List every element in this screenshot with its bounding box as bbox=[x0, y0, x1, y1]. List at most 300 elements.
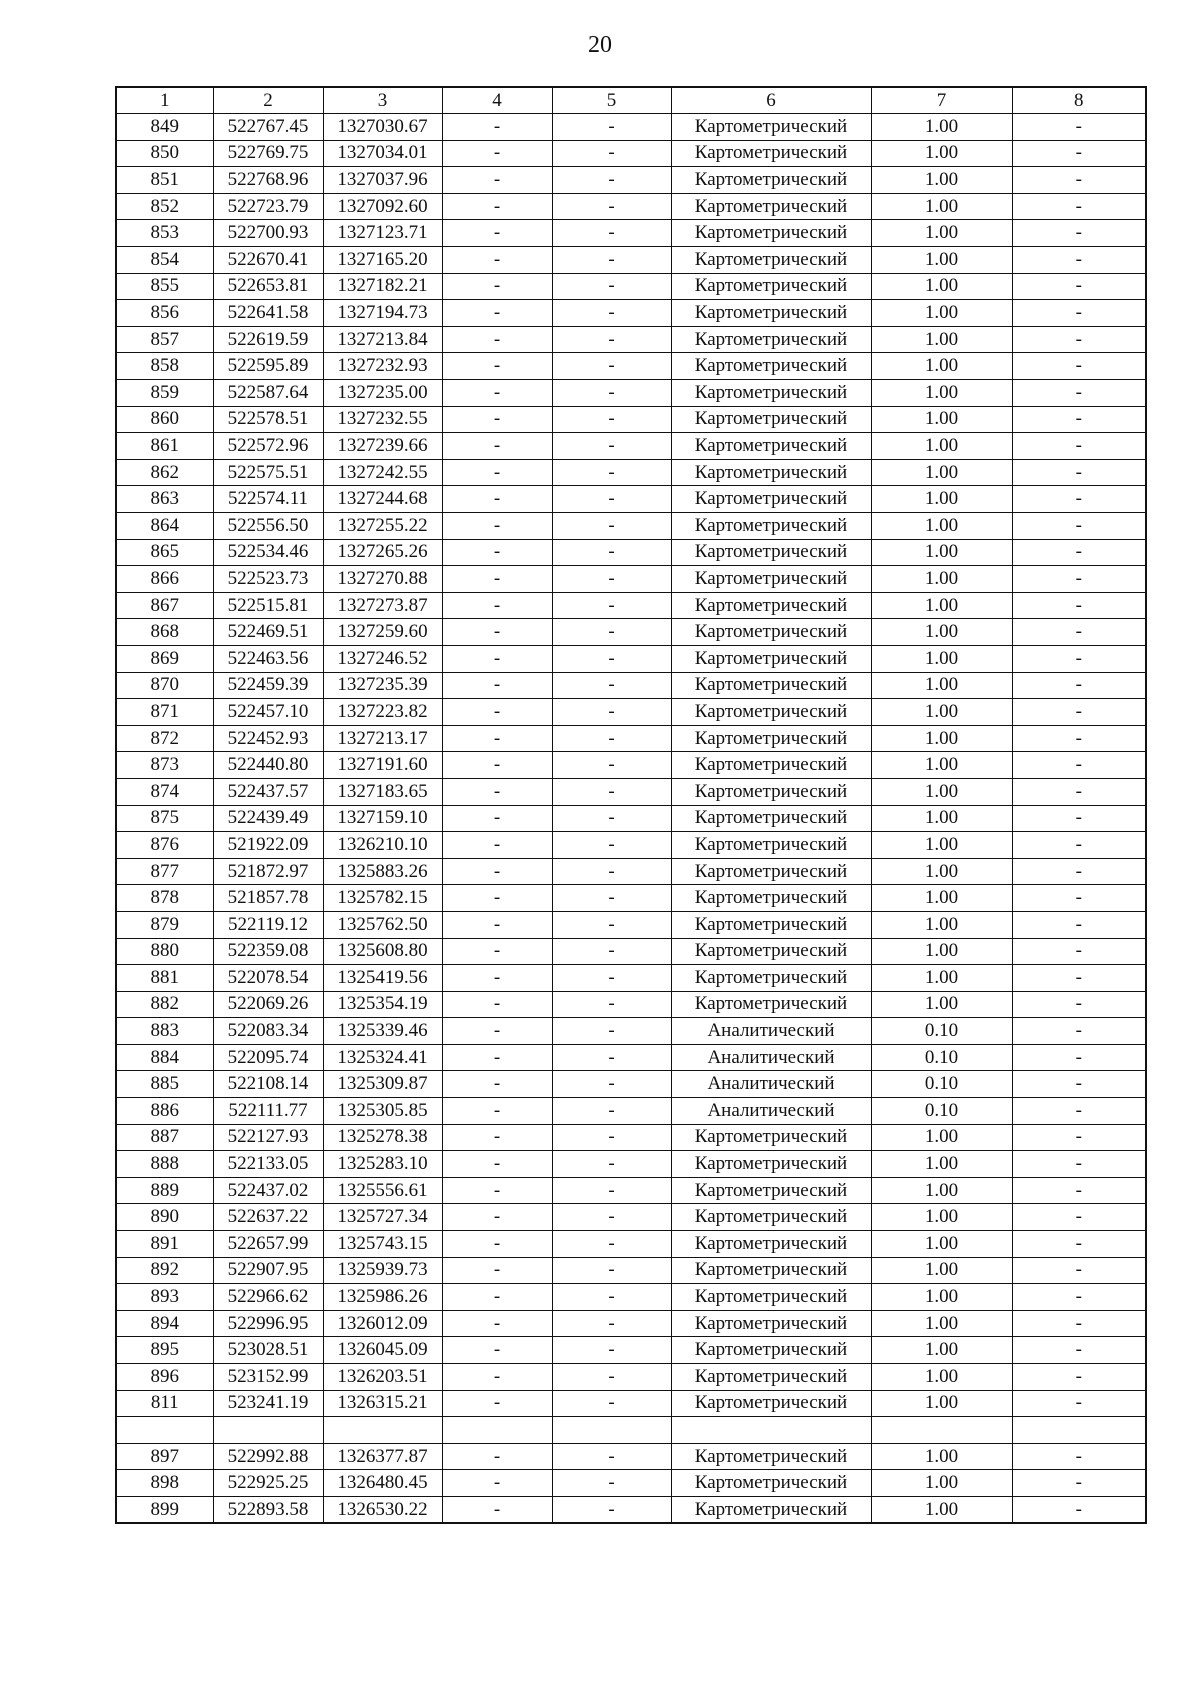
cell-col-8 bbox=[1012, 1417, 1146, 1444]
cell-x-coordinate: 522469.51 bbox=[213, 619, 323, 646]
cell-x-coordinate: 522452.93 bbox=[213, 725, 323, 752]
cell-method: Картометрический bbox=[671, 1257, 871, 1284]
cell-method: Картометрический bbox=[671, 805, 871, 832]
cell-col-8: - bbox=[1012, 1071, 1146, 1098]
cell-col-8: - bbox=[1012, 778, 1146, 805]
cell-col-8: - bbox=[1012, 380, 1146, 407]
cell-col-5: - bbox=[552, 406, 671, 433]
table-row bbox=[116, 1151, 1146, 1178]
cell-col-5: - bbox=[552, 672, 671, 699]
column-header-5: 5 bbox=[552, 87, 671, 114]
table-row bbox=[116, 1098, 1146, 1125]
cell-col-8: - bbox=[1012, 672, 1146, 699]
cell-col-8: - bbox=[1012, 140, 1146, 167]
cell-x-coordinate: 521857.78 bbox=[213, 885, 323, 912]
cell-point-number: 887 bbox=[116, 1124, 213, 1151]
cell-col-8: - bbox=[1012, 592, 1146, 619]
cell-col-8: - bbox=[1012, 699, 1146, 726]
cell-y-coordinate: 1327232.55 bbox=[323, 406, 442, 433]
table-row bbox=[116, 1364, 1146, 1391]
cell-col-5: - bbox=[552, 513, 671, 540]
cell-accuracy: 1.00 bbox=[871, 672, 1012, 699]
cell-y-coordinate: 1326045.09 bbox=[323, 1337, 442, 1364]
table-row bbox=[116, 885, 1146, 912]
cell-method: Картометрический bbox=[671, 832, 871, 859]
cell-y-coordinate: 1327213.17 bbox=[323, 725, 442, 752]
cell-accuracy: 0.10 bbox=[871, 1044, 1012, 1071]
cell-col-4: - bbox=[442, 832, 552, 859]
cell-point-number: 854 bbox=[116, 247, 213, 274]
cell-accuracy: 1.00 bbox=[871, 273, 1012, 300]
cell-point-number: 852 bbox=[116, 193, 213, 220]
cell-col-5: - bbox=[552, 353, 671, 380]
cell-point-number: 868 bbox=[116, 619, 213, 646]
cell-y-coordinate: 1325283.10 bbox=[323, 1151, 442, 1178]
table-row bbox=[116, 1417, 1146, 1444]
cell-x-coordinate: 522767.45 bbox=[213, 114, 323, 141]
cell-y-coordinate: 1327034.01 bbox=[323, 140, 442, 167]
table-body bbox=[116, 114, 1146, 1523]
table-row bbox=[116, 592, 1146, 619]
cell-col-4: - bbox=[442, 858, 552, 885]
cell-col-5: - bbox=[552, 247, 671, 274]
cell-method: Картометрический bbox=[671, 1177, 871, 1204]
cell-col-4: - bbox=[442, 1018, 552, 1045]
cell-col-5: - bbox=[552, 1390, 671, 1417]
cell-accuracy: 1.00 bbox=[871, 167, 1012, 194]
cell-accuracy: 1.00 bbox=[871, 140, 1012, 167]
cell-point-number: 877 bbox=[116, 858, 213, 885]
cell-point-number: 898 bbox=[116, 1470, 213, 1497]
cell-col-8: - bbox=[1012, 566, 1146, 593]
cell-method: Картометрический bbox=[671, 220, 871, 247]
cell-point-number: 872 bbox=[116, 725, 213, 752]
cell-y-coordinate: 1326377.87 bbox=[323, 1443, 442, 1470]
cell-point-number: 865 bbox=[116, 539, 213, 566]
cell-point-number: 861 bbox=[116, 433, 213, 460]
cell-point-number: 859 bbox=[116, 380, 213, 407]
cell-col-8: - bbox=[1012, 1204, 1146, 1231]
cell-col-8: - bbox=[1012, 273, 1146, 300]
cell-x-coordinate: 522574.11 bbox=[213, 486, 323, 513]
cell-y-coordinate bbox=[323, 1417, 442, 1444]
cell-method: Картометрический bbox=[671, 752, 871, 779]
cell-accuracy: 1.00 bbox=[871, 1337, 1012, 1364]
cell-col-5: - bbox=[552, 1044, 671, 1071]
cell-method: Картометрический bbox=[671, 858, 871, 885]
cell-y-coordinate: 1327259.60 bbox=[323, 619, 442, 646]
cell-col-8: - bbox=[1012, 1470, 1146, 1497]
cell-point-number: 855 bbox=[116, 273, 213, 300]
cell-col-4: - bbox=[442, 1098, 552, 1125]
cell-accuracy: 1.00 bbox=[871, 1124, 1012, 1151]
cell-col-4: - bbox=[442, 965, 552, 992]
cell-col-4: - bbox=[442, 911, 552, 938]
cell-col-4: - bbox=[442, 1470, 552, 1497]
cell-col-4 bbox=[442, 1417, 552, 1444]
cell-col-5: - bbox=[552, 832, 671, 859]
cell-accuracy: 1.00 bbox=[871, 805, 1012, 832]
cell-col-8: - bbox=[1012, 1443, 1146, 1470]
table-row bbox=[116, 300, 1146, 327]
cell-y-coordinate: 1327194.73 bbox=[323, 300, 442, 327]
cell-y-coordinate: 1325939.73 bbox=[323, 1257, 442, 1284]
cell-accuracy: 1.00 bbox=[871, 1151, 1012, 1178]
cell-y-coordinate: 1326530.22 bbox=[323, 1496, 442, 1523]
cell-x-coordinate bbox=[213, 1417, 323, 1444]
cell-col-8: - bbox=[1012, 1496, 1146, 1523]
cell-accuracy: 1.00 bbox=[871, 619, 1012, 646]
table-row bbox=[116, 911, 1146, 938]
cell-point-number: 856 bbox=[116, 300, 213, 327]
cell-method: Картометрический bbox=[671, 513, 871, 540]
cell-col-5: - bbox=[552, 752, 671, 779]
cell-col-8: - bbox=[1012, 1284, 1146, 1311]
table-row bbox=[116, 539, 1146, 566]
cell-y-coordinate: 1326315.21 bbox=[323, 1390, 442, 1417]
cell-col-4: - bbox=[442, 991, 552, 1018]
cell-y-coordinate: 1325986.26 bbox=[323, 1284, 442, 1311]
cell-col-8: - bbox=[1012, 247, 1146, 274]
cell-col-5: - bbox=[552, 300, 671, 327]
table-row bbox=[116, 140, 1146, 167]
cell-method: Картометрический bbox=[671, 114, 871, 141]
cell-point-number: 853 bbox=[116, 220, 213, 247]
cell-col-8: - bbox=[1012, 832, 1146, 859]
cell-x-coordinate: 522657.99 bbox=[213, 1231, 323, 1258]
cell-accuracy: 1.00 bbox=[871, 1177, 1012, 1204]
cell-col-5: - bbox=[552, 778, 671, 805]
cell-method: Картометрический bbox=[671, 699, 871, 726]
cell-col-8: - bbox=[1012, 1124, 1146, 1151]
cell-col-4: - bbox=[442, 752, 552, 779]
cell-accuracy: 1.00 bbox=[871, 566, 1012, 593]
cell-x-coordinate: 522637.22 bbox=[213, 1204, 323, 1231]
cell-col-4: - bbox=[442, 406, 552, 433]
cell-point-number: 849 bbox=[116, 114, 213, 141]
table-row bbox=[116, 459, 1146, 486]
cell-col-5: - bbox=[552, 965, 671, 992]
cell-col-8: - bbox=[1012, 193, 1146, 220]
cell-x-coordinate: 522440.80 bbox=[213, 752, 323, 779]
cell-point-number: 863 bbox=[116, 486, 213, 513]
cell-point-number: 886 bbox=[116, 1098, 213, 1125]
cell-point-number: 884 bbox=[116, 1044, 213, 1071]
cell-y-coordinate: 1327037.96 bbox=[323, 167, 442, 194]
table-row bbox=[116, 1496, 1146, 1523]
cell-col-5: - bbox=[552, 1496, 671, 1523]
cell-y-coordinate: 1325556.61 bbox=[323, 1177, 442, 1204]
cell-x-coordinate: 522769.75 bbox=[213, 140, 323, 167]
cell-accuracy: 1.00 bbox=[871, 1257, 1012, 1284]
cell-col-4: - bbox=[442, 114, 552, 141]
cell-col-8: - bbox=[1012, 1044, 1146, 1071]
cell-col-5: - bbox=[552, 1470, 671, 1497]
cell-method: Картометрический bbox=[671, 725, 871, 752]
page-number: 20 bbox=[588, 32, 612, 58]
cell-point-number: 811 bbox=[116, 1390, 213, 1417]
cell-y-coordinate: 1327235.00 bbox=[323, 380, 442, 407]
cell-col-5: - bbox=[552, 566, 671, 593]
cell-col-4: - bbox=[442, 1177, 552, 1204]
cell-col-8: - bbox=[1012, 619, 1146, 646]
column-header-3: 3 bbox=[323, 87, 442, 114]
table-row bbox=[116, 566, 1146, 593]
cell-method: Картометрический bbox=[671, 1231, 871, 1258]
cell-col-5: - bbox=[552, 114, 671, 141]
cell-col-8: - bbox=[1012, 1151, 1146, 1178]
cell-method: Картометрический bbox=[671, 965, 871, 992]
cell-col-5: - bbox=[552, 911, 671, 938]
cell-point-number: 899 bbox=[116, 1496, 213, 1523]
cell-x-coordinate: 522723.79 bbox=[213, 193, 323, 220]
cell-col-4: - bbox=[442, 326, 552, 353]
cell-col-5: - bbox=[552, 380, 671, 407]
cell-col-5: - bbox=[552, 459, 671, 486]
cell-col-5: - bbox=[552, 1071, 671, 1098]
cell-accuracy: 1.00 bbox=[871, 965, 1012, 992]
cell-y-coordinate: 1327183.65 bbox=[323, 778, 442, 805]
cell-col-4: - bbox=[442, 433, 552, 460]
table-row bbox=[116, 513, 1146, 540]
cell-y-coordinate: 1326480.45 bbox=[323, 1470, 442, 1497]
cell-col-8: - bbox=[1012, 1231, 1146, 1258]
cell-y-coordinate: 1325324.41 bbox=[323, 1044, 442, 1071]
table-row bbox=[116, 1018, 1146, 1045]
cell-col-5: - bbox=[552, 699, 671, 726]
cell-x-coordinate: 522095.74 bbox=[213, 1044, 323, 1071]
column-header-4: 4 bbox=[442, 87, 552, 114]
cell-method: Картометрический bbox=[671, 1364, 871, 1391]
cell-col-4: - bbox=[442, 539, 552, 566]
cell-col-4: - bbox=[442, 885, 552, 912]
cell-col-4: - bbox=[442, 1443, 552, 1470]
cell-method: Картометрический bbox=[671, 1337, 871, 1364]
table-row bbox=[116, 991, 1146, 1018]
cell-x-coordinate: 522083.34 bbox=[213, 1018, 323, 1045]
table-row bbox=[116, 725, 1146, 752]
cell-method: Картометрический bbox=[671, 353, 871, 380]
cell-x-coordinate: 522069.26 bbox=[213, 991, 323, 1018]
table-row bbox=[116, 619, 1146, 646]
cell-col-5: - bbox=[552, 1231, 671, 1258]
cell-accuracy: 1.00 bbox=[871, 513, 1012, 540]
table-row bbox=[116, 273, 1146, 300]
cell-accuracy: 1.00 bbox=[871, 725, 1012, 752]
cell-y-coordinate: 1327242.55 bbox=[323, 459, 442, 486]
cell-point-number: 882 bbox=[116, 991, 213, 1018]
cell-col-4: - bbox=[442, 300, 552, 327]
cell-point-number bbox=[116, 1417, 213, 1444]
cell-y-coordinate: 1327159.10 bbox=[323, 805, 442, 832]
cell-col-8: - bbox=[1012, 1257, 1146, 1284]
cell-y-coordinate: 1327213.84 bbox=[323, 326, 442, 353]
cell-y-coordinate: 1326203.51 bbox=[323, 1364, 442, 1391]
cell-method: Аналитический bbox=[671, 1098, 871, 1125]
cell-y-coordinate: 1327123.71 bbox=[323, 220, 442, 247]
cell-method: Картометрический bbox=[671, 300, 871, 327]
table-row bbox=[116, 167, 1146, 194]
cell-x-coordinate: 522587.64 bbox=[213, 380, 323, 407]
cell-method: Картометрический bbox=[671, 1443, 871, 1470]
cell-accuracy: 1.00 bbox=[871, 1390, 1012, 1417]
cell-col-8: - bbox=[1012, 858, 1146, 885]
cell-col-8: - bbox=[1012, 513, 1146, 540]
cell-col-4: - bbox=[442, 1284, 552, 1311]
cell-accuracy: 1.00 bbox=[871, 911, 1012, 938]
cell-col-4: - bbox=[442, 193, 552, 220]
cell-x-coordinate: 522992.88 bbox=[213, 1443, 323, 1470]
cell-accuracy: 1.00 bbox=[871, 1364, 1012, 1391]
cell-y-coordinate: 1325608.80 bbox=[323, 938, 442, 965]
cell-col-4: - bbox=[442, 459, 552, 486]
cell-x-coordinate: 522437.02 bbox=[213, 1177, 323, 1204]
cell-x-coordinate: 523152.99 bbox=[213, 1364, 323, 1391]
cell-point-number: 893 bbox=[116, 1284, 213, 1311]
cell-col-8: - bbox=[1012, 991, 1146, 1018]
cell-col-5: - bbox=[552, 1443, 671, 1470]
cell-method: Картометрический bbox=[671, 380, 871, 407]
cell-col-5: - bbox=[552, 167, 671, 194]
table-row bbox=[116, 858, 1146, 885]
table-row bbox=[116, 1443, 1146, 1470]
cell-col-5: - bbox=[552, 220, 671, 247]
cell-method: Картометрический bbox=[671, 326, 871, 353]
cell-x-coordinate: 522534.46 bbox=[213, 539, 323, 566]
cell-col-4: - bbox=[442, 778, 552, 805]
cell-y-coordinate: 1325278.38 bbox=[323, 1124, 442, 1151]
cell-method: Картометрический bbox=[671, 406, 871, 433]
cell-accuracy: 1.00 bbox=[871, 247, 1012, 274]
cell-col-8: - bbox=[1012, 486, 1146, 513]
cell-y-coordinate: 1325309.87 bbox=[323, 1071, 442, 1098]
cell-method: Картометрический bbox=[671, 247, 871, 274]
cell-accuracy: 1.00 bbox=[871, 699, 1012, 726]
table-row bbox=[116, 1177, 1146, 1204]
column-header-1: 1 bbox=[116, 87, 213, 114]
cell-x-coordinate: 523028.51 bbox=[213, 1337, 323, 1364]
cell-accuracy: 1.00 bbox=[871, 353, 1012, 380]
cell-method: Картометрический bbox=[671, 592, 871, 619]
cell-col-4: - bbox=[442, 220, 552, 247]
cell-col-8: - bbox=[1012, 1018, 1146, 1045]
cell-x-coordinate: 522575.51 bbox=[213, 459, 323, 486]
cell-point-number: 851 bbox=[116, 167, 213, 194]
cell-x-coordinate: 522700.93 bbox=[213, 220, 323, 247]
cell-x-coordinate: 522670.41 bbox=[213, 247, 323, 274]
cell-point-number: 881 bbox=[116, 965, 213, 992]
cell-accuracy: 1.00 bbox=[871, 938, 1012, 965]
cell-x-coordinate: 522359.08 bbox=[213, 938, 323, 965]
cell-point-number: 864 bbox=[116, 513, 213, 540]
cell-method: Картометрический bbox=[671, 1284, 871, 1311]
cell-col-5: - bbox=[552, 805, 671, 832]
cell-point-number: 870 bbox=[116, 672, 213, 699]
cell-accuracy: 1.00 bbox=[871, 1470, 1012, 1497]
cell-x-coordinate: 522578.51 bbox=[213, 406, 323, 433]
table-row bbox=[116, 247, 1146, 274]
cell-point-number: 869 bbox=[116, 645, 213, 672]
cell-y-coordinate: 1325782.15 bbox=[323, 885, 442, 912]
cell-x-coordinate: 522463.56 bbox=[213, 645, 323, 672]
table-row bbox=[116, 778, 1146, 805]
cell-accuracy: 1.00 bbox=[871, 1284, 1012, 1311]
column-header-7: 7 bbox=[871, 87, 1012, 114]
cell-col-8: - bbox=[1012, 300, 1146, 327]
cell-method bbox=[671, 1417, 871, 1444]
cell-point-number: 896 bbox=[116, 1364, 213, 1391]
cell-y-coordinate: 1327246.52 bbox=[323, 645, 442, 672]
table-row bbox=[116, 353, 1146, 380]
cell-accuracy: 1.00 bbox=[871, 380, 1012, 407]
cell-y-coordinate: 1327235.39 bbox=[323, 672, 442, 699]
cell-y-coordinate: 1327239.66 bbox=[323, 433, 442, 460]
table-row bbox=[116, 699, 1146, 726]
cell-col-5 bbox=[552, 1417, 671, 1444]
cell-col-8: - bbox=[1012, 1177, 1146, 1204]
table-row bbox=[116, 1124, 1146, 1151]
cell-col-8: - bbox=[1012, 1098, 1146, 1125]
cell-x-coordinate: 522523.73 bbox=[213, 566, 323, 593]
cell-col-4: - bbox=[442, 1364, 552, 1391]
cell-y-coordinate: 1327270.88 bbox=[323, 566, 442, 593]
cell-col-4: - bbox=[442, 513, 552, 540]
cell-col-4: - bbox=[442, 380, 552, 407]
cell-point-number: 889 bbox=[116, 1177, 213, 1204]
cell-point-number: 873 bbox=[116, 752, 213, 779]
cell-point-number: 857 bbox=[116, 326, 213, 353]
cell-col-8: - bbox=[1012, 167, 1146, 194]
cell-method: Картометрический bbox=[671, 1310, 871, 1337]
cell-x-coordinate: 522078.54 bbox=[213, 965, 323, 992]
cell-accuracy: 0.10 bbox=[871, 1018, 1012, 1045]
cell-col-8: - bbox=[1012, 725, 1146, 752]
cell-col-5: - bbox=[552, 1284, 671, 1311]
cell-y-coordinate: 1327165.20 bbox=[323, 247, 442, 274]
cell-x-coordinate: 522457.10 bbox=[213, 699, 323, 726]
cell-col-5: - bbox=[552, 486, 671, 513]
cell-accuracy bbox=[871, 1417, 1012, 1444]
cell-method: Картометрический bbox=[671, 566, 871, 593]
cell-accuracy: 1.00 bbox=[871, 991, 1012, 1018]
cell-col-8: - bbox=[1012, 911, 1146, 938]
cell-col-5: - bbox=[552, 592, 671, 619]
cell-y-coordinate: 1326012.09 bbox=[323, 1310, 442, 1337]
cell-col-5: - bbox=[552, 1364, 671, 1391]
cell-x-coordinate: 522437.57 bbox=[213, 778, 323, 805]
cell-accuracy: 0.10 bbox=[871, 1071, 1012, 1098]
cell-method: Картометрический bbox=[671, 778, 871, 805]
cell-col-4: - bbox=[442, 938, 552, 965]
cell-method: Картометрический bbox=[671, 885, 871, 912]
cell-x-coordinate: 522768.96 bbox=[213, 167, 323, 194]
cell-col-4: - bbox=[442, 1124, 552, 1151]
cell-method: Картометрический bbox=[671, 273, 871, 300]
cell-accuracy: 1.00 bbox=[871, 752, 1012, 779]
cell-method: Картометрический bbox=[671, 1390, 871, 1417]
cell-point-number: 885 bbox=[116, 1071, 213, 1098]
cell-point-number: 894 bbox=[116, 1310, 213, 1337]
cell-point-number: 875 bbox=[116, 805, 213, 832]
cell-col-5: - bbox=[552, 991, 671, 1018]
cell-col-5: - bbox=[552, 273, 671, 300]
cell-accuracy: 1.00 bbox=[871, 326, 1012, 353]
cell-col-8: - bbox=[1012, 1390, 1146, 1417]
cell-col-4: - bbox=[442, 273, 552, 300]
cell-col-5: - bbox=[552, 433, 671, 460]
cell-method: Картометрический bbox=[671, 1470, 871, 1497]
cell-y-coordinate: 1327265.26 bbox=[323, 539, 442, 566]
